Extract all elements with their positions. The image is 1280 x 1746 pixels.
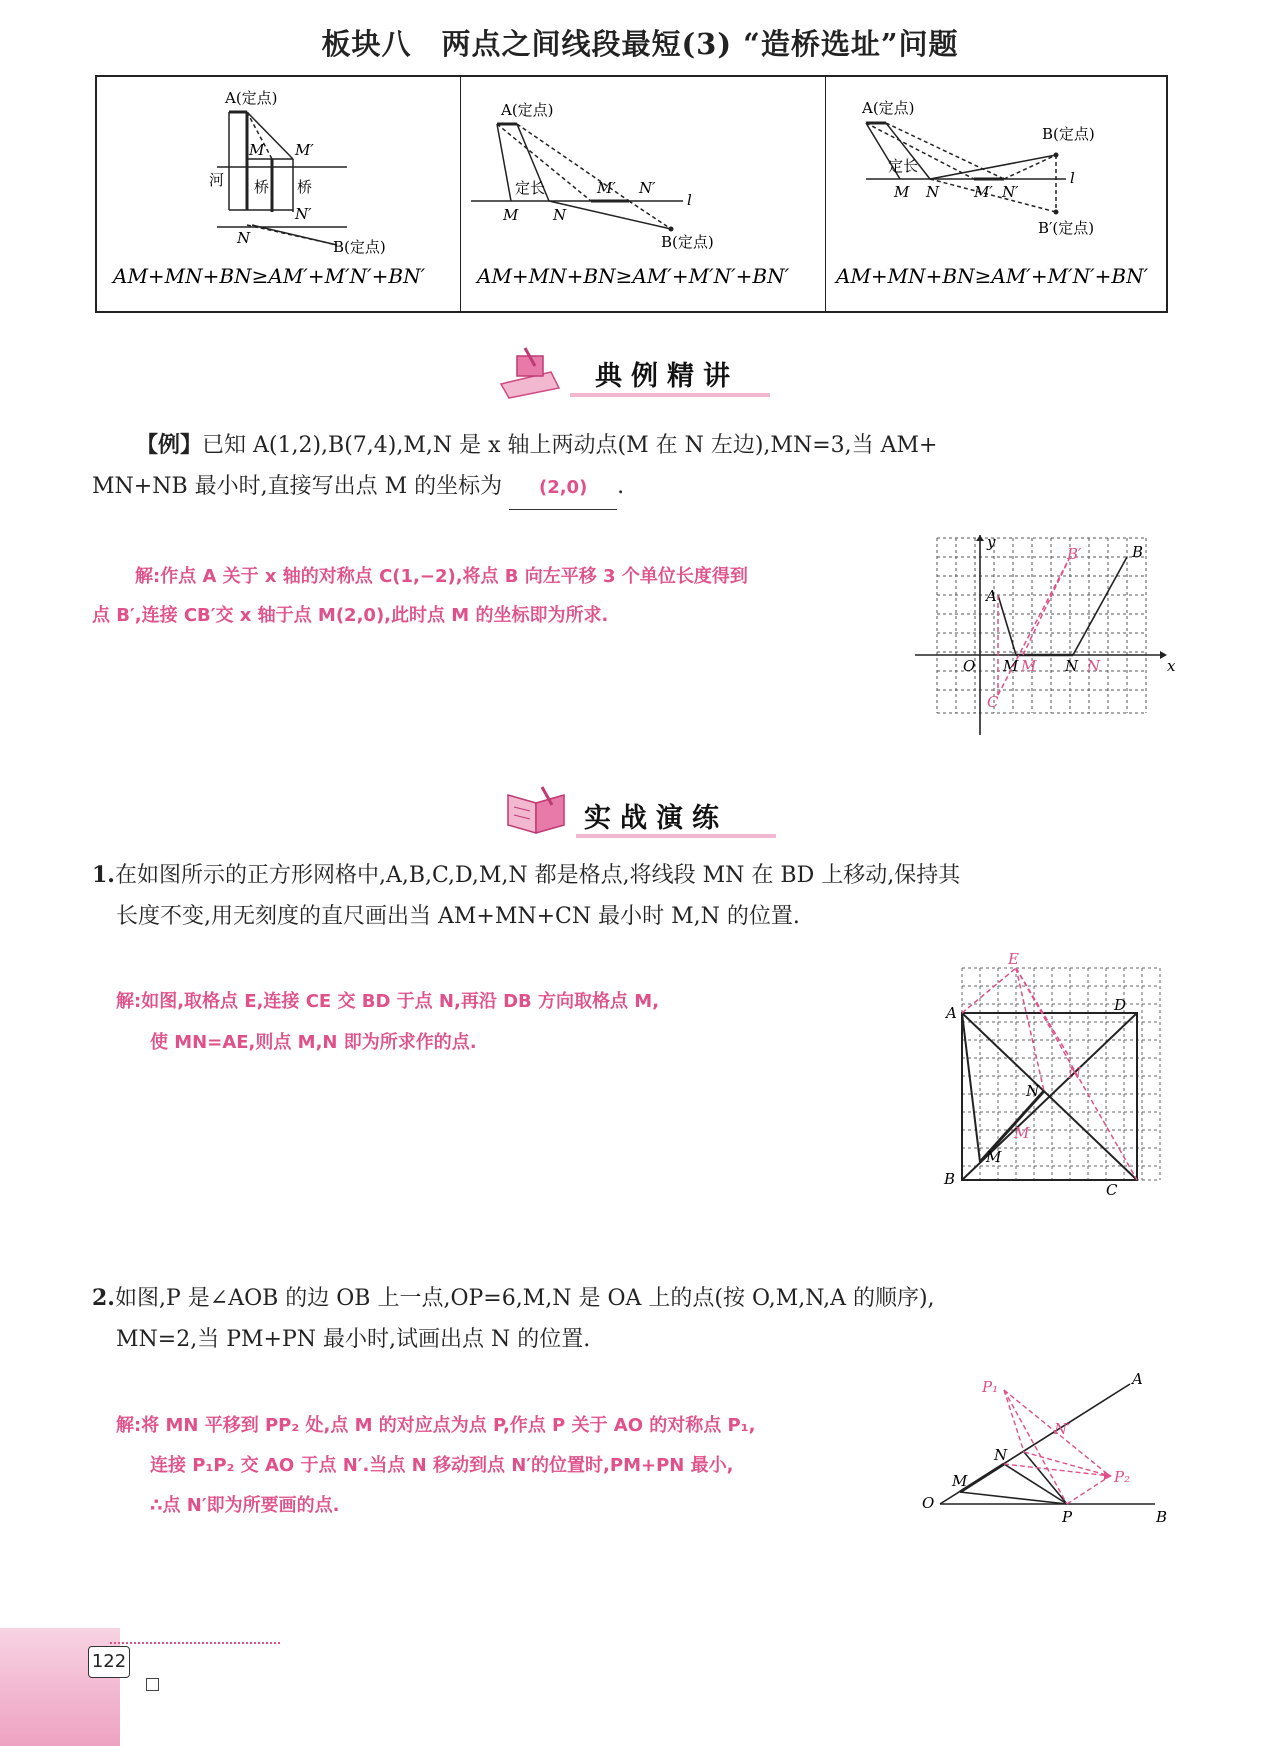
point-A2-label: A: [1132, 1372, 1143, 1388]
point-C-label: C: [987, 693, 999, 711]
point-M-pink-label: M: [1021, 657, 1037, 675]
q2-solution-line1: 解:将 MN 平移到 PP₂ 处,点 M 的对应点为点 P,作点 P 关于 AO 的对称点 P₁,: [116, 1415, 756, 1436]
label-l3: l: [1070, 169, 1075, 187]
point-A1-label: A: [946, 1004, 957, 1022]
q2-solution-line3: ∴点 N′即为所要画的点.: [150, 1495, 340, 1516]
label-M: M: [249, 141, 265, 159]
q2-line1: [92, 1277, 1182, 1320]
point-Bp-label: B′: [1067, 545, 1082, 563]
label-A: A(定点): [225, 89, 278, 107]
label-bridge2: 桥: [297, 178, 313, 196]
point-B-label: B: [1132, 543, 1144, 561]
q2-angle-figure: [920, 1372, 1180, 1532]
point-N-label: N: [1065, 657, 1079, 675]
q1-solution-line1: 解:如图,取格点 E,连接 CE 交 BD 于点 N,再沿 DB 方向取格点 M,: [116, 991, 660, 1012]
example-line2-text: MN+NB 最小时,直接写出点 M 的坐标为: [92, 474, 503, 499]
small-square-icon: [146, 1678, 159, 1691]
q1-text1: 在如图所示的正方形网格中,A,B,C,D,M,N 都是格点,将线段 MN 在 BD 上移动,保持其: [114, 863, 961, 888]
label-N3: N: [926, 183, 940, 201]
formula-1: AM+MN+BN≥AM′+M′N′+BN′: [113, 264, 426, 288]
q1-line1: [92, 854, 1182, 897]
point-B1-label: B: [944, 1170, 956, 1188]
point-E-label: E: [1008, 950, 1019, 968]
point-C1-label: C: [1106, 1181, 1118, 1195]
point-M2-label: M: [952, 1472, 968, 1490]
q2-text1: 如图,P 是∠AOB 的边 OB 上一点,OP=6,M,N 是 OA 上的点(按 O,M,N,A 的顺序),: [114, 1286, 935, 1311]
formula-2: AM+MN+BN≥AM′+M′N′+BN′: [477, 264, 790, 288]
point-P1-label: P₁: [982, 1378, 999, 1396]
label-M2: M: [503, 206, 519, 224]
example-solution-line1: 解:作点 A 关于 x 轴的对称点 C(1,−2),将点 B 向左平移 3 个单位长度得到: [135, 566, 748, 587]
q2-line2: MN=2,当 PM+PN 最小时,试画出点 N 的位置.: [116, 1327, 591, 1352]
open-book-icon: [502, 785, 572, 839]
footer-dotted-rule: [110, 1642, 280, 1644]
q1-solution-line2: 使 MN=AE,则点 M,N 即为所求作的点.: [150, 1032, 477, 1053]
point-P-label: P: [1062, 1508, 1073, 1526]
label-B: B(定点): [333, 238, 386, 256]
point-A-label: A: [986, 587, 997, 605]
point-N1-pink-label: N: [1068, 1064, 1082, 1082]
example-solution-line2: 点 B′,连接 CB′交 x 轴于点 M(2,0),此时点 M 的坐标即为所求.: [92, 605, 609, 626]
bridge-diagram-3: [826, 77, 1168, 313]
formula-3: AM+MN+BN≥AM′+M′N′+BN′: [836, 264, 1149, 288]
example-line1: 已知 A(1,2),B(7,4),M,N 是 x 轴上两动点(M 在 N 左边),MN=3,当 AM+: [202, 433, 938, 458]
label-Mp: M′: [295, 141, 314, 159]
example-tag: 【例】: [136, 432, 203, 458]
q2-number: 2.: [92, 1285, 115, 1311]
point-Np2-label: N′: [1054, 1420, 1071, 1438]
point-M1-pink-label: M: [1014, 1124, 1030, 1142]
section-underline-1: [570, 393, 770, 397]
point-D-label: D: [1114, 996, 1127, 1014]
page-title: 板块八 两点之间线段最短(3) “造桥选址”问题: [321, 27, 959, 61]
q1-line2: 长度不变,用无刻度的直尺画出当 AM+MN+CN 最小时 M,N 的位置.: [116, 904, 800, 929]
q1-number: 1.: [92, 862, 115, 888]
label-river: 河: [209, 171, 225, 189]
label-Mp2: M′: [597, 179, 616, 197]
q2-solution-line2: 连接 P₁P₂ 交 AO 于点 N′.当点 N 移动到点 N′的位置时,PM+PN 最小,: [150, 1455, 734, 1476]
label-B2: B(定点): [661, 233, 714, 251]
label-N: N: [237, 229, 251, 247]
point-M1-label: M: [986, 1148, 1002, 1166]
label-Np: N′: [295, 205, 312, 223]
answer-blank: (2,0): [509, 467, 617, 510]
point-N1-label: N: [1026, 1082, 1040, 1100]
point-M-label: M: [1003, 657, 1019, 675]
label-A3: A(定点): [862, 99, 915, 117]
section-title-practice: 实战演练: [584, 803, 728, 834]
point-O-label: O: [922, 1494, 935, 1512]
label-len2: 定长: [515, 179, 546, 197]
label-Np3: N′: [1002, 183, 1019, 201]
bridge-diagram-1: [97, 77, 459, 313]
origin-label: O: [963, 657, 976, 675]
point-N2-label: N: [994, 1446, 1008, 1464]
label-N2: N: [553, 206, 567, 224]
label-len3: 定长: [888, 157, 919, 175]
label-Mp3: M′: [974, 183, 993, 201]
q1-grid-figure: [940, 950, 1180, 1195]
bridge-summary-table: [95, 75, 1168, 313]
coordinate-grid-figure: [905, 535, 1175, 740]
label-l2: l: [687, 191, 692, 209]
point-B2-label: B: [1156, 1508, 1168, 1526]
label-M3: M: [894, 183, 910, 201]
bridge-diagram-2: [461, 77, 825, 313]
label-bridge1: 桥: [254, 178, 270, 196]
label-A2: A(定点): [501, 101, 554, 119]
point-N-pink-label: N: [1087, 657, 1101, 675]
axis-y-label: y: [987, 535, 996, 551]
book-icon: [495, 344, 565, 400]
section-title-examples: 典例精讲: [595, 361, 739, 392]
label-Bp3: B′(定点): [1038, 219, 1095, 237]
label-B3: B(定点): [1042, 125, 1095, 143]
point-P2-label: P₂: [1114, 1468, 1131, 1486]
page-number: 122: [88, 1646, 130, 1678]
axis-x-label: x: [1167, 657, 1175, 675]
label-Np2: N′: [639, 179, 656, 197]
example-problem: [136, 424, 1176, 467]
example-line2-end: .: [617, 474, 625, 499]
example-line2: [92, 466, 1132, 510]
